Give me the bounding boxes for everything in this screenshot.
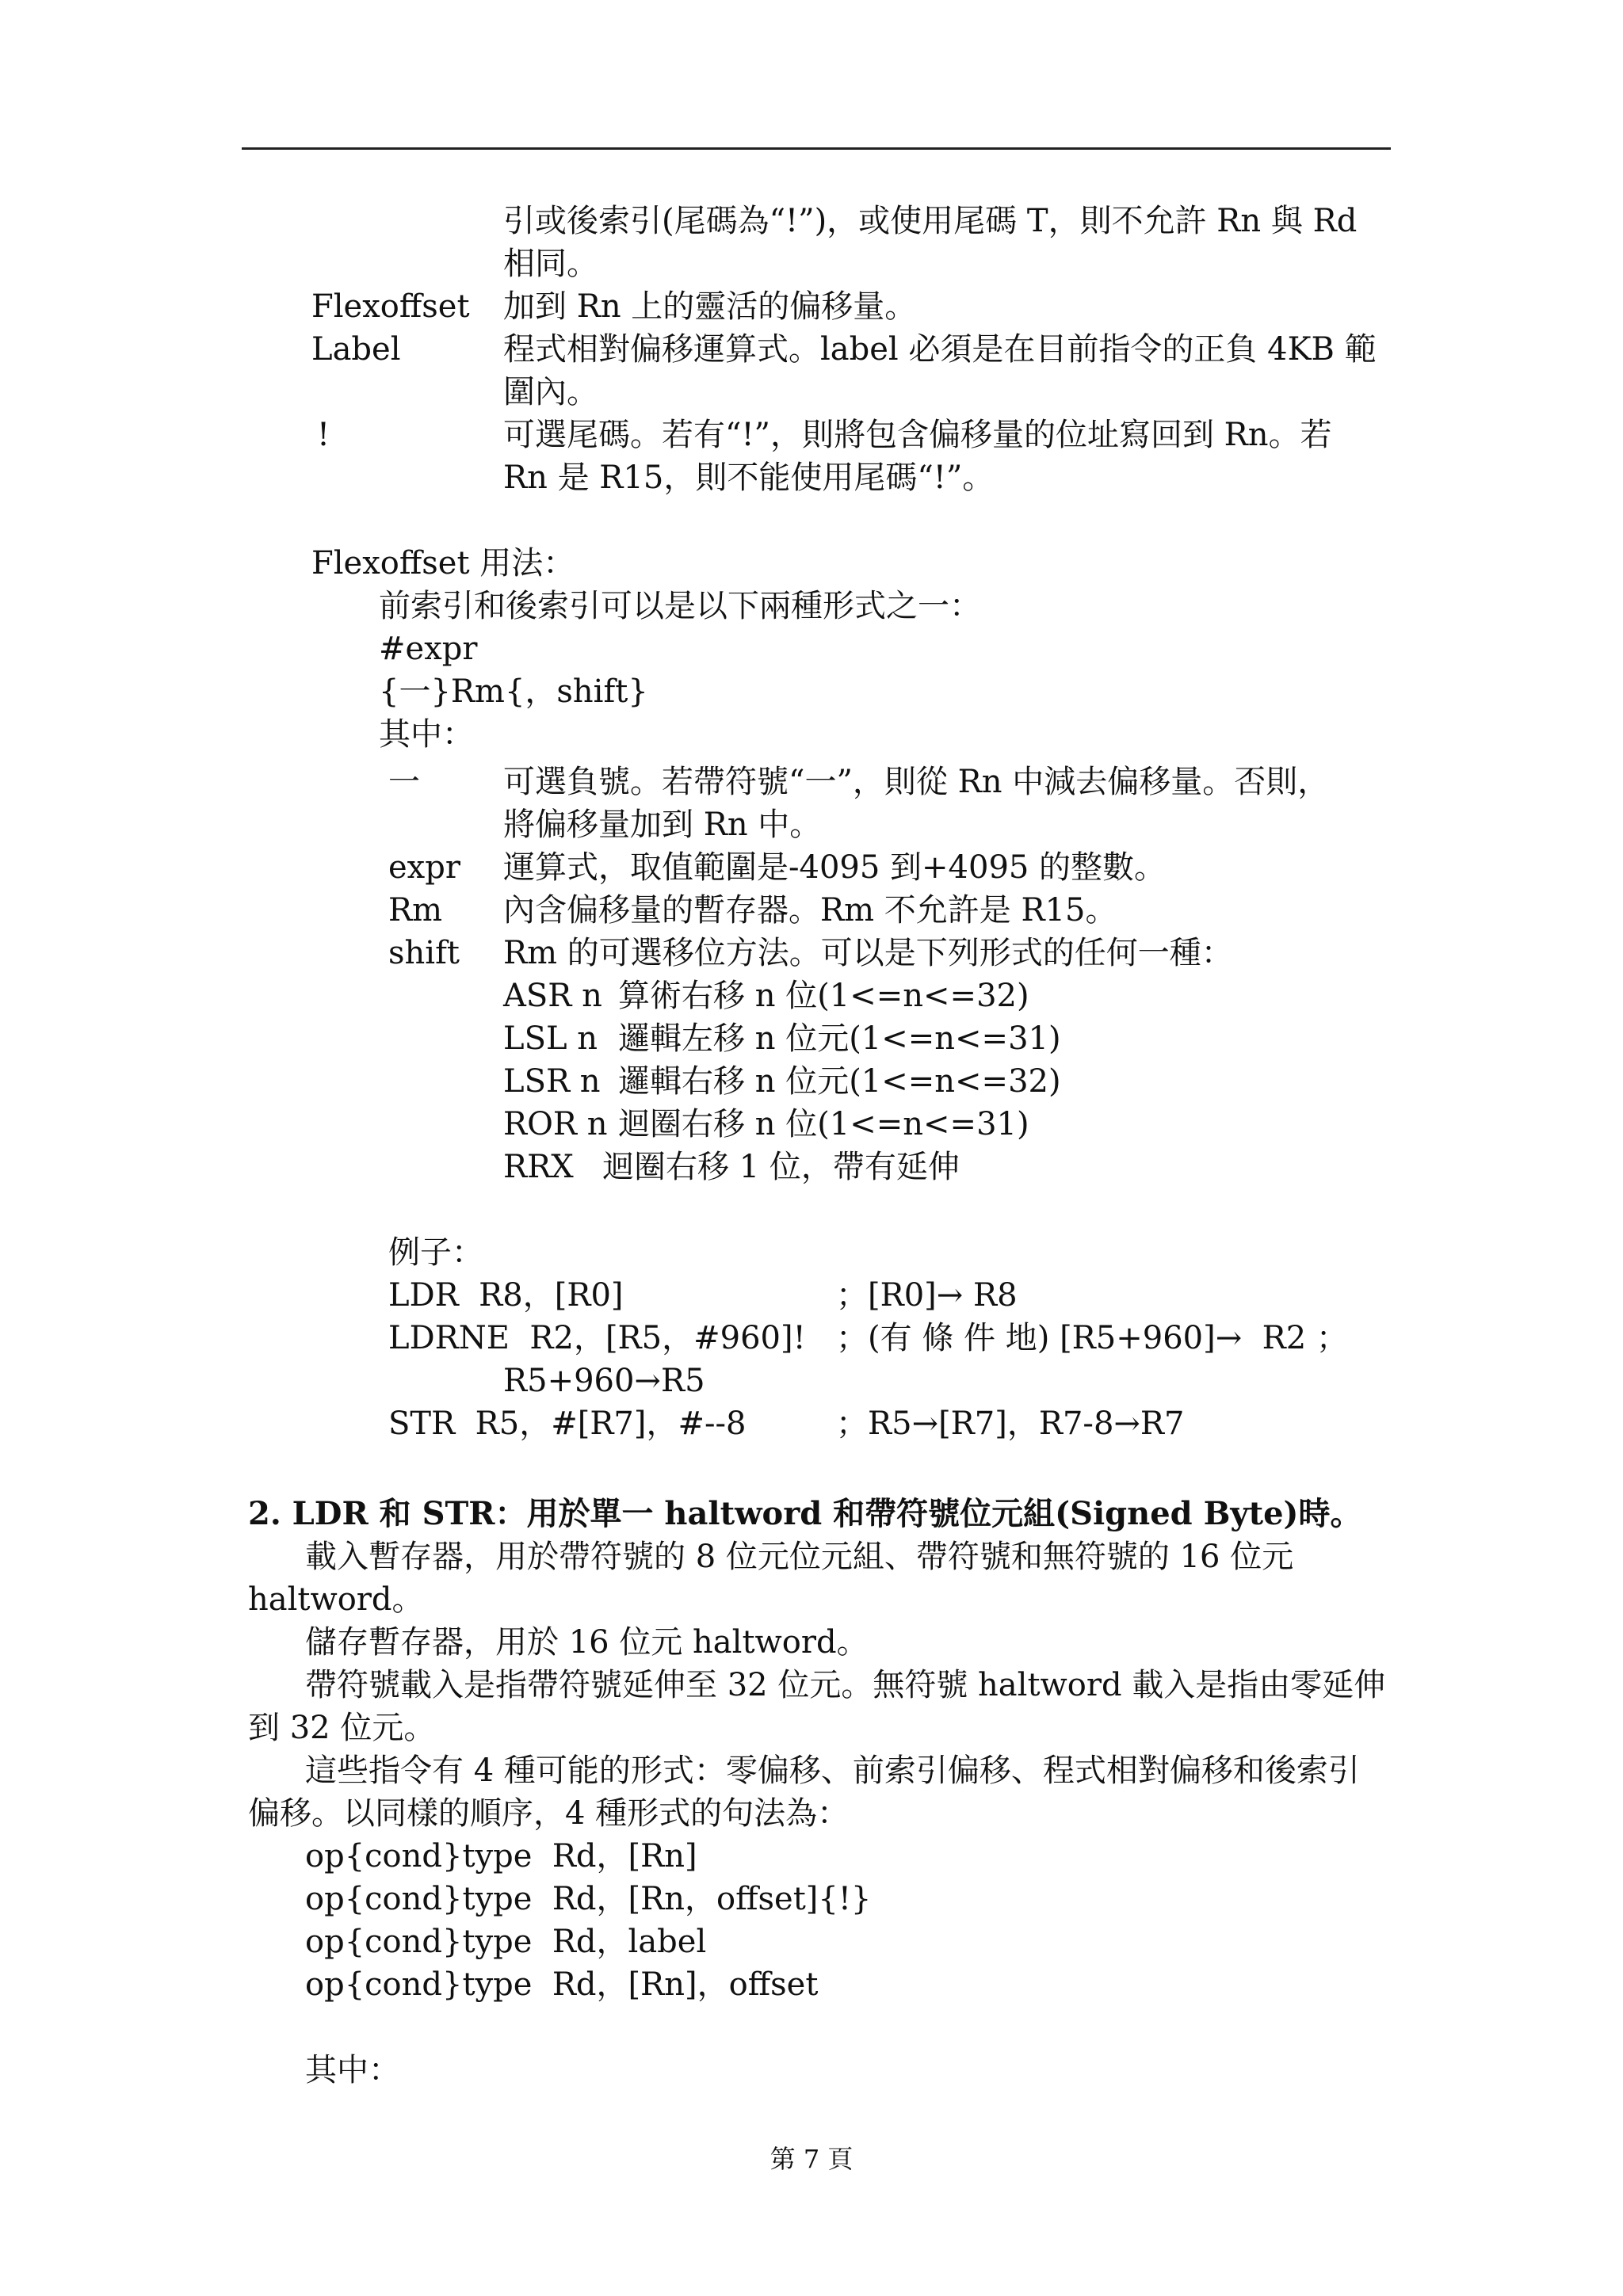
text-line-l15b: 運算式，取值範圍是-4095 到+4095 的整數。 [503, 849, 1167, 886]
text-line-l26: R5+960→R5 [503, 1363, 705, 1399]
text-line-l19b: 邏輯左移 n 位元(1<=n<=31) [618, 1020, 1061, 1057]
text-line-l7: Rn 是 R15，則不能使用尾碼“!”。 [503, 460, 995, 496]
text-line-l4b: 程式相對偏移運算式。label 必須是在目前指令的正負 4KB 範 [503, 331, 1377, 368]
text-line-l25b: ；(有 條 件 地) [R5+960]→ R2 ； [836, 1320, 1348, 1356]
text-line-l6b: 可選尾碼。若有“!”，則將包含偏移量的位址寫回到 Rn。若 [503, 417, 1332, 453]
text-line-l10: #expr [379, 631, 478, 667]
text-line-l15a: expr [388, 849, 460, 886]
text-line-l19a: LSL n [503, 1020, 598, 1057]
text-line-l24a: LDR R8，[R0] [388, 1277, 624, 1314]
text-line-p5: 到 32 位元。 [248, 1710, 436, 1746]
text-line-l5: 圍內。 [503, 374, 598, 410]
text-line-l16b: 內含偏移量的暫存器。Rm 不允許是 R15。 [503, 892, 1117, 929]
text-line-l8: Flexoffset 用法： [311, 545, 575, 582]
text-line-l3a: Flexoffset [311, 288, 470, 325]
text-line-l18a: ASR n [503, 978, 602, 1014]
text-line-l17a: shift [388, 935, 460, 971]
text-line-l14: 將偏移量加到 Rn 中。 [503, 807, 822, 843]
text-line-l11: {一}Rm{，shift} [379, 673, 648, 710]
text-line-l20a: LSR n [503, 1063, 601, 1100]
text-line-l1: 引或後索引(尾碼為“!”)，或使用尾碼 T，則不允許 Rn 與 Rd [503, 203, 1358, 239]
text-line-l13b: 可選負號。若帶符號“一”，則從 Rn 中減去偏移量。否則， [503, 764, 1330, 800]
text-line-p3: 儲存暫存器，用於 16 位元 haltword。 [305, 1624, 869, 1661]
text-line-l16a: Rm [388, 892, 443, 929]
text-line-l6a: ! [317, 417, 330, 453]
text-line-p6: 這些指令有 4 種可能的形式：零偏移、前索引偏移、程式相對偏移和後索引 [305, 1753, 1360, 1789]
text-line-l22a: RRX [503, 1149, 574, 1185]
text-line-l3b: 加到 Rn 上的靈活的偏移量。 [503, 288, 917, 325]
text-line-l18b: 算術右移 n 位(1<=n<=32) [618, 978, 1029, 1014]
text-line-l21a: ROR n [503, 1106, 608, 1142]
text-line-l13a: 一 [388, 764, 420, 800]
text-line-l27b: ；R5→[R7]，R7-8→R7 [836, 1405, 1185, 1442]
text-line-p2: haltword。 [248, 1581, 424, 1618]
text-line-c3: op{cond}type Rd，label [305, 1924, 707, 1960]
page-number: 第 7 頁 [769, 2144, 854, 2174]
text-line-p7: 偏移。以同樣的順序，4 種形式的句法為： [248, 1795, 850, 1832]
text-line-l17b: Rm 的可選移位方法。可以是下列形式的任何一種： [503, 935, 1233, 971]
header-rule [242, 147, 1391, 150]
text-line-l2: 相同。 [503, 246, 598, 282]
text-line-p1: 載入暫存器，用於帶符號的 8 位元位元組、帶符號和無符號的 16 位元 [305, 1539, 1294, 1575]
text-line-l12: 其中： [379, 716, 474, 753]
text-line-c1: op{cond}type Rd，[Rn] [305, 1838, 697, 1875]
text-line-l24b: ；[R0]→ R8 [836, 1277, 1018, 1314]
text-line-l9: 前索引和後索引可以是以下兩種形式之一： [379, 588, 981, 624]
text-line-l22b: 迴圈右移 1 位，帶有延伸 [602, 1149, 960, 1185]
text-line-p8: 其中： [305, 2052, 400, 2088]
text-line-l4a: Label [311, 331, 401, 368]
text-line-l23: 例子： [388, 1234, 483, 1271]
text-line-l25a: LDRNE R2，[R5，#960]! [388, 1320, 806, 1356]
text-line-c2: op{cond}type Rd，[Rn，offset]{!} [305, 1881, 872, 1917]
text-line-p4: 帶符號載入是指帶符號延伸至 32 位元。無符號 haltword 載入是指由零延伸 [305, 1667, 1386, 1703]
text-line-c4: op{cond}type Rd，[Rn]，offset [305, 1966, 819, 2003]
text-line-l27a: STR R5，#[R7]，#--8 [388, 1405, 747, 1442]
text-line-l21b: 迴圈右移 n 位(1<=n<=31) [618, 1106, 1029, 1142]
text-line-h2: 2. LDR 和 STR：用於單一 haltword 和帶符號位元組(Signed Byte)時。 [248, 1495, 1362, 1532]
text-line-l20b: 邏輯右移 n 位元(1<=n<=32) [618, 1063, 1061, 1100]
